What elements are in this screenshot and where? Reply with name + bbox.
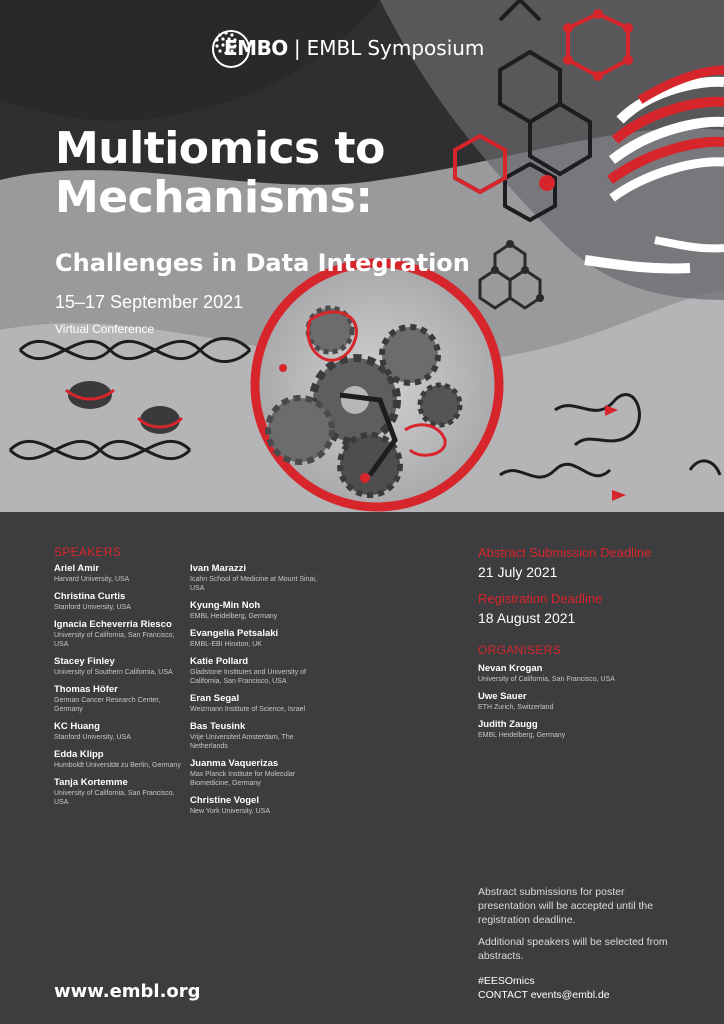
- hashtag: #EESOmics: [478, 975, 535, 987]
- speaker-entry: [54, 563, 184, 584]
- title-line-2: Mechanisms:: [55, 172, 373, 223]
- notes: [478, 885, 678, 971]
- speaker-entry: [54, 777, 184, 807]
- speakers-heading: SPEAKERS: [54, 545, 122, 559]
- speaker-affiliation: Stanford University, USA: [54, 734, 131, 741]
- speaker-entry: [54, 749, 184, 770]
- speaker-entry: [190, 721, 320, 751]
- organiser-entry: [478, 663, 698, 684]
- speaker-affiliation: Max Planck Institute for Molecular Biomedicine, Germany: [190, 771, 296, 787]
- speaker-affiliation: EMBL Heidelberg, Germany: [190, 613, 278, 620]
- registration-deadline-date: 18 August 2021: [478, 610, 576, 626]
- speaker-entry: [190, 693, 320, 714]
- organiser-affiliation: University of California, San Francisco, USA: [478, 676, 615, 683]
- speaker-name: Christina Curtis: [54, 591, 126, 602]
- speaker-entry: [190, 758, 320, 788]
- organiser-name: Judith Zaugg: [478, 719, 538, 730]
- speaker-affiliation: University of California, San Francisco, USA: [54, 790, 175, 806]
- abstract-deadline-label: Abstract Submission Deadline: [478, 545, 652, 560]
- event-title: [55, 124, 495, 222]
- speaker-affiliation: Icahn School of Medicine at Mount Sinai, USA: [190, 576, 317, 592]
- speaker-name: Edda Klipp: [54, 749, 104, 760]
- abstract-deadline-date: 21 July 2021: [478, 564, 558, 580]
- speaker-affiliation: New York University, USA: [190, 808, 271, 815]
- speaker-affiliation: EMBL-EBI Hinxton, UK: [190, 641, 262, 648]
- speaker-name: Tanja Kortemme: [54, 777, 128, 788]
- event-venue: Virtual Conference: [55, 322, 155, 336]
- speakers-column-1: [54, 563, 184, 814]
- speaker-entry: [54, 619, 184, 649]
- gears-lens-icon: [255, 263, 499, 507]
- speakers-note: Additional speakers will be selected from abstracts.: [478, 936, 668, 962]
- symposium-logo-text: Symposium: [367, 36, 485, 60]
- speaker-affiliation: University of Southern California, USA: [54, 669, 173, 676]
- speaker-entry: [190, 656, 320, 686]
- speaker-entry: [54, 721, 184, 742]
- speaker-entry: [190, 563, 320, 593]
- abstracts-note: Abstract submissions for poster presentation will be accepted until the registration deadline.: [478, 886, 654, 926]
- contact-email[interactable]: CONTACT events@embl.de: [478, 989, 610, 1001]
- speaker-name: Christine Vogel: [190, 795, 259, 806]
- speaker-name: Bas Teusink: [190, 721, 246, 732]
- organiser-entry: [478, 691, 698, 712]
- speaker-name: Juanma Vaquerizas: [190, 758, 279, 769]
- registration-deadline-label: Registration Deadline: [478, 591, 603, 606]
- speaker-entry: [190, 795, 320, 816]
- speaker-affiliation: German Cancer Research Center, Germany: [54, 697, 161, 713]
- embo-logo-text: EMBO: [224, 36, 288, 60]
- speaker-affiliation: Gladstone Institutes and University of California, San Francisco, USA: [190, 669, 306, 685]
- speaker-affiliation: Humboldt Universität zu Berlin, Germany: [54, 762, 181, 769]
- event-subtitle: Challenges in Data Integration: [55, 249, 470, 277]
- speaker-affiliation: Weizmann Institute of Science, Israel: [190, 706, 306, 713]
- speaker-name: Stacey Finley: [54, 656, 115, 667]
- organiser-affiliation: ETH Zurich, Switzerland: [478, 704, 554, 711]
- speaker-name: Ariel Amir: [54, 563, 100, 574]
- website-link[interactable]: www.embl.org: [54, 981, 201, 1002]
- speaker-name: KC Huang: [54, 721, 100, 732]
- speaker-affiliation: Vrije Universiteit Amsterdam, The Netherlands: [190, 734, 294, 750]
- speaker-entry: [54, 656, 184, 677]
- speakers-column-2: [190, 563, 320, 823]
- title-line-1: Multiomics to: [55, 123, 385, 174]
- speaker-affiliation: University of California, San Francisco, USA: [54, 632, 175, 648]
- brand-logo: [210, 30, 484, 66]
- speaker-name: Katie Pollard: [190, 656, 249, 667]
- organisers-heading: ORGANISERS: [478, 643, 562, 657]
- speaker-name: Thomas Höfer: [54, 684, 118, 695]
- embl-logo-text: EMBL: [306, 36, 362, 60]
- organiser-name: Uwe Sauer: [478, 691, 527, 702]
- speaker-entry: [190, 628, 320, 649]
- speaker-affiliation: Harvard University, USA: [54, 576, 130, 583]
- speaker-name: Kyung-Min Noh: [190, 600, 261, 611]
- speaker-entry: [190, 600, 320, 621]
- organiser-affiliation: EMBL Heidelberg, Germany: [478, 732, 566, 739]
- info-column: [478, 545, 698, 747]
- speaker-name: Ivan Marazzi: [190, 563, 246, 574]
- organiser-name: Nevan Krogan: [478, 663, 543, 674]
- speaker-entry: [54, 684, 184, 714]
- speaker-entry: [54, 591, 184, 612]
- brand-separator: |: [293, 36, 301, 60]
- event-dates: 15–17 September 2021: [55, 292, 244, 312]
- speaker-name: Eran Segal: [190, 693, 240, 704]
- speaker-name: Ignacia Echeverria Riesco: [54, 619, 172, 630]
- organiser-entry: [478, 719, 698, 740]
- speaker-name: Evangelia Petsalaki: [190, 628, 279, 639]
- organisers-list: [478, 663, 698, 740]
- speaker-affiliation: Stanford University, USA: [54, 604, 131, 611]
